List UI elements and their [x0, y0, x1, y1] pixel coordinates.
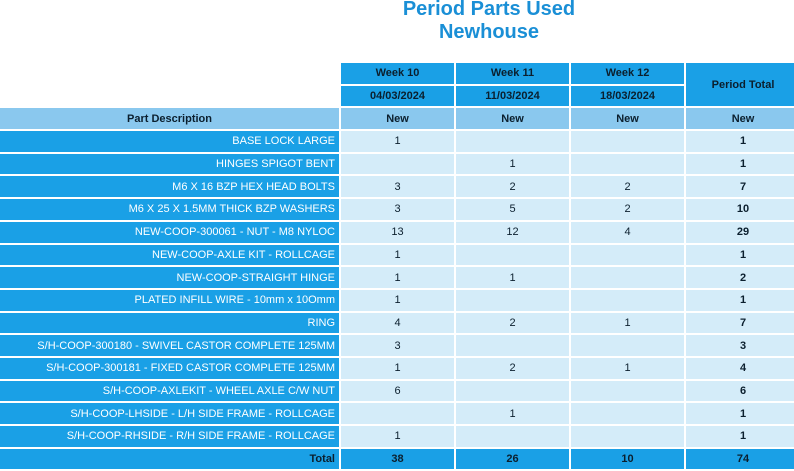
part-description: S/H-COOP-300180 - SWIVEL CASTOR COMPLETE 125MM	[0, 335, 339, 356]
part-description: M6 X 25 X 1.5MM THICK BZP WASHERS	[0, 199, 339, 220]
week-11-qty: 2	[456, 358, 569, 379]
week-12-qty	[571, 335, 684, 356]
table-row	[0, 199, 794, 220]
week-12-qty	[571, 267, 684, 288]
week-10-qty: 3	[341, 199, 454, 220]
week-11-qty: 12	[456, 222, 569, 243]
week-12-qty	[571, 290, 684, 311]
part-description: M6 X 16 BZP HEX HEAD BOLTS	[0, 176, 339, 197]
week-10-qty: 1	[341, 290, 454, 311]
part-description: NEW-COOP-300061 - NUT - M8 NYLOC	[0, 222, 339, 243]
week-11-qty: 1	[456, 267, 569, 288]
week-10-qty: 13	[341, 222, 454, 243]
report-subtitle: Newhouse	[438, 21, 540, 43]
period-total-qty: 2	[686, 267, 794, 288]
table-row	[0, 358, 794, 379]
week-10-qty: 1	[341, 426, 454, 447]
week-11-date: 11/03/2024	[456, 86, 569, 107]
total-week-12: 10	[571, 449, 684, 470]
period-total-qty: 10	[686, 199, 794, 220]
period-total-qty: 1	[686, 290, 794, 311]
part-description: BASE LOCK LARGE	[0, 131, 339, 152]
week-10-qty: 1	[341, 358, 454, 379]
week-11-qty	[456, 335, 569, 356]
week-11-qty: 1	[456, 403, 569, 424]
period-total-qty: 6	[686, 381, 794, 402]
part-description: PLATED INFILL WIRE - 10mm x 10Omm	[0, 290, 339, 311]
week-11-qty: 2	[456, 176, 569, 197]
week-10-qty: 6	[341, 381, 454, 402]
table-row	[0, 426, 794, 447]
week-11-header: Week 11	[456, 63, 569, 84]
week-12-qty: 4	[571, 222, 684, 243]
period-total-header: Period Total	[686, 63, 794, 106]
week-10-qty: 3	[341, 176, 454, 197]
table-row	[0, 245, 794, 266]
report-title: Period Parts Used	[402, 0, 576, 20]
week-12-qty: 2	[571, 199, 684, 220]
week-12-qty: 2	[571, 176, 684, 197]
week-10-qty	[341, 403, 454, 424]
table-row	[0, 131, 794, 152]
part-description-header: Part Description	[0, 108, 339, 129]
period-total-qty: 1	[686, 403, 794, 424]
week-12-qty	[571, 245, 684, 266]
period-total-qty: 7	[686, 313, 794, 334]
period-total-qty: 4	[686, 358, 794, 379]
table-row	[0, 403, 794, 424]
week-12-qty	[571, 403, 684, 424]
week-header-row	[0, 63, 794, 84]
table-row	[0, 290, 794, 311]
total-week-10: 38	[341, 449, 454, 470]
period-total-qty: 7	[686, 176, 794, 197]
week-11-qty: 2	[456, 313, 569, 334]
week-10-qty: 3	[341, 335, 454, 356]
week-12-header: Week 12	[571, 63, 684, 84]
week-11-qty	[456, 245, 569, 266]
period-total-qty: 1	[686, 426, 794, 447]
table-row	[0, 176, 794, 197]
period-total-qty: 1	[686, 245, 794, 266]
week-12-qty	[571, 426, 684, 447]
blank-corner-2	[0, 86, 339, 107]
part-description: S/H-COOP-300181 - FIXED CASTOR COMPLETE 125MM	[0, 358, 339, 379]
totals-row	[0, 449, 794, 470]
week-11-qty	[456, 290, 569, 311]
type-header-row	[0, 108, 794, 129]
week-11-qty: 5	[456, 199, 569, 220]
table-row	[0, 222, 794, 243]
part-description: S/H-COOP-AXLEKIT - WHEEL AXLE C/W NUT	[0, 381, 339, 402]
week-12-qty: 1	[571, 313, 684, 334]
part-description: NEW-COOP-STRAIGHT HINGE	[0, 267, 339, 288]
week-10-date: 04/03/2024	[341, 86, 454, 107]
blank-corner	[0, 63, 339, 84]
week-10-type: New	[341, 108, 454, 129]
week-10-qty: 1	[341, 267, 454, 288]
week-11-qty: 1	[456, 154, 569, 175]
week-12-qty	[571, 131, 684, 152]
table-row	[0, 381, 794, 402]
date-header-row	[0, 86, 794, 107]
period-total-type: New	[686, 108, 794, 129]
week-11-qty	[456, 381, 569, 402]
grand-total: 74	[686, 449, 794, 470]
period-total-qty: 29	[686, 222, 794, 243]
week-12-qty	[571, 381, 684, 402]
totals-label: Total	[0, 449, 339, 470]
parts-table	[0, 61, 794, 471]
table-row	[0, 335, 794, 356]
week-10-qty: 1	[341, 131, 454, 152]
part-description: S/H-COOP-LHSIDE - L/H SIDE FRAME - ROLLCAGE	[0, 403, 339, 424]
week-11-qty	[456, 426, 569, 447]
table-row	[0, 313, 794, 334]
part-description: RING	[0, 313, 339, 334]
week-10-header: Week 10	[341, 63, 454, 84]
week-10-qty: 4	[341, 313, 454, 334]
week-12-qty	[571, 154, 684, 175]
total-week-11: 26	[456, 449, 569, 470]
week-10-qty: 1	[341, 245, 454, 266]
table-row	[0, 154, 794, 175]
part-description: HINGES SPIGOT BENT	[0, 154, 339, 175]
part-description: NEW-COOP-AXLE KIT - ROLLCAGE	[0, 245, 339, 266]
period-total-qty: 1	[686, 131, 794, 152]
week-12-date: 18/03/2024	[571, 86, 684, 107]
week-11-type: New	[456, 108, 569, 129]
part-description: S/H-COOP-RHSIDE - R/H SIDE FRAME - ROLLCAGE	[0, 426, 339, 447]
period-total-qty: 1	[686, 154, 794, 175]
week-12-qty: 1	[571, 358, 684, 379]
week-12-type: New	[571, 108, 684, 129]
table-row	[0, 267, 794, 288]
period-total-qty: 3	[686, 335, 794, 356]
week-10-qty	[341, 154, 454, 175]
week-11-qty	[456, 131, 569, 152]
